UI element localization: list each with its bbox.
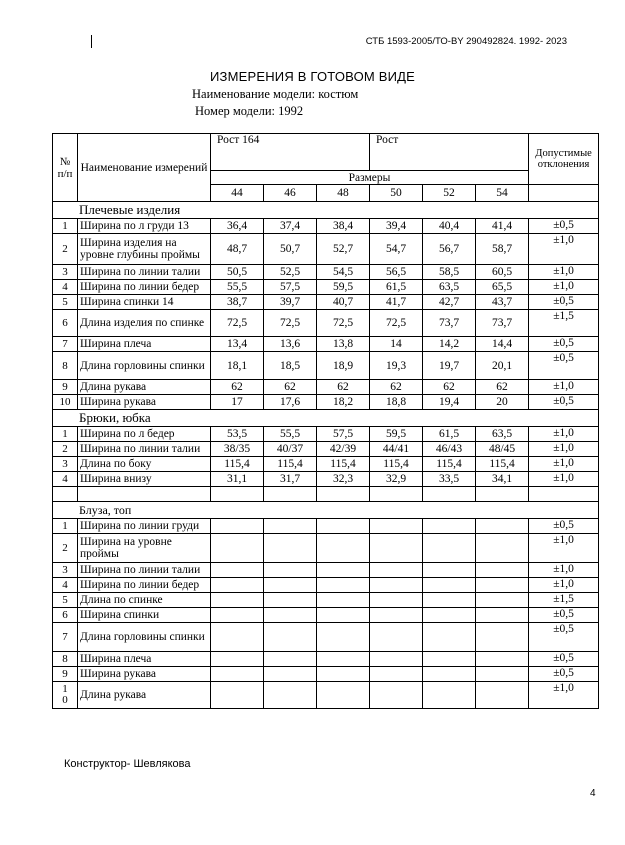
table-row	[53, 578, 599, 593]
tolerance-value: ±1,0	[529, 442, 599, 457]
tolerance-value: ±0,5	[529, 219, 599, 234]
size-value	[423, 652, 476, 667]
size-value: 36,4	[211, 219, 264, 234]
size-tolerance-empty	[529, 185, 599, 202]
size-value: 18,1	[211, 352, 264, 380]
measurement-name: Ширина спинки 14	[78, 295, 211, 310]
header-height-a: Рост 164	[211, 134, 370, 171]
size-value: 38/35	[211, 442, 264, 457]
size-value	[211, 578, 264, 593]
size-value: 18,2	[317, 395, 370, 410]
size-value	[211, 593, 264, 608]
tolerance-value: ±1,0	[529, 563, 599, 578]
row-number: 4	[53, 280, 78, 295]
row-number: 5	[53, 593, 78, 608]
row-number: 1	[53, 219, 78, 234]
size-value	[264, 593, 317, 608]
blank-cell	[317, 487, 370, 502]
measurement-name: Ширина плеча	[78, 652, 211, 667]
size-value: 52,7	[317, 234, 370, 265]
tolerance-value: ±1,0	[529, 534, 599, 563]
size-value	[423, 563, 476, 578]
size-value	[211, 667, 264, 682]
size-value	[317, 593, 370, 608]
size-value: 42/39	[317, 442, 370, 457]
size-value	[423, 578, 476, 593]
blank-cell	[78, 487, 211, 502]
size-value: 62	[317, 380, 370, 395]
size-value	[264, 682, 317, 709]
measurement-name: Ширина по линии груди	[78, 519, 211, 534]
measurement-name: Ширина рукава	[78, 667, 211, 682]
size-value: 54,7	[370, 234, 423, 265]
size-value: 14,2	[423, 337, 476, 352]
size-value	[317, 519, 370, 534]
measurement-name: Длина горловины спинки	[78, 623, 211, 652]
size-value	[370, 682, 423, 709]
size-value	[370, 623, 423, 652]
model-name: Наименование модели: костюм	[192, 87, 359, 101]
size-value	[317, 608, 370, 623]
size-value: 72,5	[211, 310, 264, 337]
tolerance-value: ±0,5	[529, 519, 599, 534]
size-cell: 48	[317, 185, 370, 202]
model-number: Номер модели: 1992	[195, 104, 304, 118]
size-value	[370, 563, 423, 578]
size-value	[317, 652, 370, 667]
size-value	[423, 534, 476, 563]
measurement-name: Ширина по л бедер	[78, 427, 211, 442]
size-value: 34,1	[476, 472, 529, 487]
size-value	[370, 593, 423, 608]
size-value: 115,4	[211, 457, 264, 472]
tolerance-value: ±1,0	[529, 457, 599, 472]
size-value	[317, 563, 370, 578]
measurement-name: Длина изделия по спинке	[78, 310, 211, 337]
size-value	[370, 652, 423, 667]
size-value: 18,9	[317, 352, 370, 380]
measurement-name: Ширина внизу	[78, 472, 211, 487]
tolerance-value: ±1,0	[529, 234, 599, 265]
size-value	[264, 608, 317, 623]
size-value: 62	[476, 380, 529, 395]
size-value	[370, 534, 423, 563]
size-value	[211, 623, 264, 652]
section-row	[53, 502, 599, 519]
row-number: 7	[53, 623, 78, 652]
row-number: 2	[53, 534, 78, 563]
measurement-name: Длина по боку	[78, 457, 211, 472]
size-value: 55,5	[211, 280, 264, 295]
blank-cell	[264, 487, 317, 502]
measurement-name: Ширина изделия на уровне глубины проймы	[78, 234, 211, 265]
size-value: 38,7	[211, 295, 264, 310]
size-value: 61,5	[370, 280, 423, 295]
size-value: 13,4	[211, 337, 264, 352]
size-value	[476, 563, 529, 578]
size-value: 72,5	[370, 310, 423, 337]
size-value: 48,7	[211, 234, 264, 265]
tolerance-value: ±0,5	[529, 652, 599, 667]
size-value	[423, 667, 476, 682]
row-number: 6	[53, 310, 78, 337]
size-value: 72,5	[317, 310, 370, 337]
table-row	[53, 427, 599, 442]
size-value: 38,4	[317, 219, 370, 234]
tolerance-value: ±1,5	[529, 593, 599, 608]
size-value	[211, 534, 264, 563]
size-value: 40,7	[317, 295, 370, 310]
size-value: 40/37	[264, 442, 317, 457]
size-value: 44/41	[370, 442, 423, 457]
size-cell: 52	[423, 185, 476, 202]
size-value: 62	[211, 380, 264, 395]
header-tolerance: Допустимые отклонения	[529, 134, 599, 185]
size-value: 63,5	[423, 280, 476, 295]
measurement-name: Ширина по линии бедер	[78, 578, 211, 593]
row-number: 6	[53, 608, 78, 623]
size-value	[264, 667, 317, 682]
size-cell: 44	[211, 185, 264, 202]
size-value	[370, 519, 423, 534]
size-value	[211, 682, 264, 709]
size-value	[423, 608, 476, 623]
size-value: 17	[211, 395, 264, 410]
size-value	[317, 578, 370, 593]
blank-cell	[476, 487, 529, 502]
measurements-table	[52, 133, 599, 709]
tolerance-value: ±1,0	[529, 682, 599, 709]
size-value: 37,4	[264, 219, 317, 234]
standard-code: СТБ 1593-2005/ТО-BY 290492824. 1992- 2023	[365, 36, 567, 47]
size-value	[476, 519, 529, 534]
header-name: Наименование измерений	[78, 134, 211, 202]
size-value: 72,5	[264, 310, 317, 337]
size-value	[317, 623, 370, 652]
size-value	[317, 534, 370, 563]
tolerance-value: ±0,5	[529, 352, 599, 380]
row-number: 3	[53, 265, 78, 280]
table-row	[53, 310, 599, 337]
table-row	[53, 219, 599, 234]
size-value: 19,7	[423, 352, 476, 380]
size-cell: 54	[476, 185, 529, 202]
size-value: 13,6	[264, 337, 317, 352]
table-row	[53, 395, 599, 410]
measurement-name: Длина по спинке	[78, 593, 211, 608]
size-value	[370, 667, 423, 682]
size-value: 42,7	[423, 295, 476, 310]
row-number: 10	[53, 395, 78, 410]
size-value: 20,1	[476, 352, 529, 380]
size-value: 32,3	[317, 472, 370, 487]
size-value	[370, 608, 423, 623]
size-value: 63,5	[476, 427, 529, 442]
blank-row	[53, 487, 599, 502]
size-value: 19,3	[370, 352, 423, 380]
table-row	[53, 337, 599, 352]
size-value	[317, 667, 370, 682]
measurement-name: Ширина по линии талии	[78, 265, 211, 280]
size-value: 39,7	[264, 295, 317, 310]
row-number: 1	[53, 519, 78, 534]
size-value: 62	[264, 380, 317, 395]
size-value: 115,4	[317, 457, 370, 472]
size-value: 59,5	[317, 280, 370, 295]
blank-cell	[423, 487, 476, 502]
table-row	[53, 519, 599, 534]
tolerance-value: ±1,0	[529, 427, 599, 442]
row-number: 3	[53, 457, 78, 472]
size-value: 53,5	[211, 427, 264, 442]
size-value: 62	[423, 380, 476, 395]
tolerance-value: ±0,5	[529, 623, 599, 652]
section-title: Плечевые изделия	[53, 202, 599, 219]
table-row	[53, 295, 599, 310]
size-value	[317, 682, 370, 709]
size-value: 52,5	[264, 265, 317, 280]
size-value: 18,8	[370, 395, 423, 410]
size-value: 31,1	[211, 472, 264, 487]
size-value: 55,5	[264, 427, 317, 442]
size-value: 57,5	[264, 280, 317, 295]
table-row	[53, 652, 599, 667]
size-value	[476, 593, 529, 608]
size-value: 19,4	[423, 395, 476, 410]
tolerance-value: ±1,0	[529, 280, 599, 295]
size-value	[423, 623, 476, 652]
size-value	[423, 519, 476, 534]
size-value	[264, 519, 317, 534]
constructor-signature: Конструктор- Шевлякова	[64, 758, 191, 770]
size-value: 20	[476, 395, 529, 410]
text-cursor	[91, 35, 92, 48]
measurement-name: Ширина по линии талии	[78, 563, 211, 578]
row-number: 2	[53, 234, 78, 265]
row-number: 8	[53, 352, 78, 380]
tolerance-value: ±0,5	[529, 667, 599, 682]
table-row	[53, 534, 599, 563]
blank-cell	[529, 487, 599, 502]
size-value: 115,4	[423, 457, 476, 472]
size-value: 61,5	[423, 427, 476, 442]
measurement-name: Ширина рукава	[78, 395, 211, 410]
size-value	[211, 519, 264, 534]
size-value: 115,4	[476, 457, 529, 472]
size-cell: 50	[370, 185, 423, 202]
size-value: 58,5	[423, 265, 476, 280]
table-row	[53, 280, 599, 295]
size-value: 56,7	[423, 234, 476, 265]
size-value	[476, 608, 529, 623]
tolerance-value: ±1,0	[529, 472, 599, 487]
row-number: 4	[53, 472, 78, 487]
size-value: 14,4	[476, 337, 529, 352]
size-value	[476, 667, 529, 682]
header-num: № п/п	[53, 134, 78, 202]
measurement-name: Длина рукава	[78, 380, 211, 395]
tolerance-value: ±0,5	[529, 395, 599, 410]
size-value: 73,7	[423, 310, 476, 337]
size-value	[264, 578, 317, 593]
size-value: 59,5	[370, 427, 423, 442]
table-row	[53, 563, 599, 578]
measurement-name: Ширина по л груди 13	[78, 219, 211, 234]
size-value: 41,4	[476, 219, 529, 234]
tolerance-value: ±0,5	[529, 608, 599, 623]
row-number: 3	[53, 563, 78, 578]
size-value: 50,5	[211, 265, 264, 280]
page-number: 4	[590, 788, 596, 799]
header-sizes: Размеры	[211, 171, 529, 185]
section-row	[53, 202, 599, 219]
table-row	[53, 234, 599, 265]
size-value	[476, 534, 529, 563]
table-row	[53, 380, 599, 395]
size-value	[476, 682, 529, 709]
size-value: 41,7	[370, 295, 423, 310]
size-value: 39,4	[370, 219, 423, 234]
table-row	[53, 608, 599, 623]
measurement-name: Длина рукава	[78, 682, 211, 709]
tolerance-value: ±1,5	[529, 310, 599, 337]
size-value: 48/45	[476, 442, 529, 457]
size-value	[423, 682, 476, 709]
tolerance-value: ±0,5	[529, 295, 599, 310]
tolerance-value: ±1,0	[529, 265, 599, 280]
size-value	[264, 534, 317, 563]
tolerance-value: ±0,5	[529, 337, 599, 352]
size-value: 54,5	[317, 265, 370, 280]
size-value: 56,5	[370, 265, 423, 280]
measurement-name: Ширина спинки	[78, 608, 211, 623]
row-number: 1	[53, 427, 78, 442]
table-row	[53, 352, 599, 380]
blank-cell	[211, 487, 264, 502]
size-value: 115,4	[264, 457, 317, 472]
size-value	[476, 623, 529, 652]
size-value	[370, 578, 423, 593]
row-number: 8	[53, 652, 78, 667]
table-row	[53, 593, 599, 608]
row-number: 7	[53, 337, 78, 352]
size-cell: 46	[264, 185, 317, 202]
row-number: 10	[53, 682, 78, 709]
row-number: 5	[53, 295, 78, 310]
size-value	[264, 563, 317, 578]
table-row	[53, 472, 599, 487]
tolerance-value: ±1,0	[529, 578, 599, 593]
size-value: 46/43	[423, 442, 476, 457]
page-title: ИЗМЕРЕНИЯ В ГОТОВОМ ВИДЕ	[209, 69, 416, 84]
measurement-name: Ширина по линии бедер	[78, 280, 211, 295]
section-title: Брюки, юбка	[53, 410, 599, 427]
size-value: 57,5	[317, 427, 370, 442]
size-value	[264, 652, 317, 667]
size-value: 13,8	[317, 337, 370, 352]
table-row	[53, 682, 599, 709]
measurement-name: Длина горловины спинки	[78, 352, 211, 380]
table-row	[53, 442, 599, 457]
measurement-name: Ширина плеча	[78, 337, 211, 352]
size-value	[264, 623, 317, 652]
row-number: 9	[53, 667, 78, 682]
table-row	[53, 623, 599, 652]
size-value: 17,6	[264, 395, 317, 410]
size-value: 58,7	[476, 234, 529, 265]
section-title: Блуза, топ	[53, 502, 599, 519]
blank-cell	[370, 487, 423, 502]
section-row	[53, 410, 599, 427]
table-row	[53, 457, 599, 472]
row-number: 4	[53, 578, 78, 593]
size-value: 14	[370, 337, 423, 352]
size-value: 62	[370, 380, 423, 395]
header-height-b: Рост	[370, 134, 529, 171]
size-value	[423, 593, 476, 608]
table-row	[53, 667, 599, 682]
size-value	[211, 652, 264, 667]
table-row	[53, 265, 599, 280]
row-number: 2	[53, 442, 78, 457]
size-value: 115,4	[370, 457, 423, 472]
size-value	[211, 608, 264, 623]
size-value: 33,5	[423, 472, 476, 487]
size-value: 40,4	[423, 219, 476, 234]
size-value: 31,7	[264, 472, 317, 487]
size-value	[476, 578, 529, 593]
size-value: 73,7	[476, 310, 529, 337]
size-value: 65,5	[476, 280, 529, 295]
size-value: 32,9	[370, 472, 423, 487]
size-value	[476, 652, 529, 667]
size-value	[211, 563, 264, 578]
measurement-name: Ширина по линии талии	[78, 442, 211, 457]
row-number: 9	[53, 380, 78, 395]
tolerance-value: ±1,0	[529, 380, 599, 395]
size-value: 50,7	[264, 234, 317, 265]
blank-cell	[53, 487, 78, 502]
size-value: 60,5	[476, 265, 529, 280]
size-value: 43,7	[476, 295, 529, 310]
size-value: 18,5	[264, 352, 317, 380]
measurement-name: Ширина на уровне проймы	[78, 534, 211, 563]
